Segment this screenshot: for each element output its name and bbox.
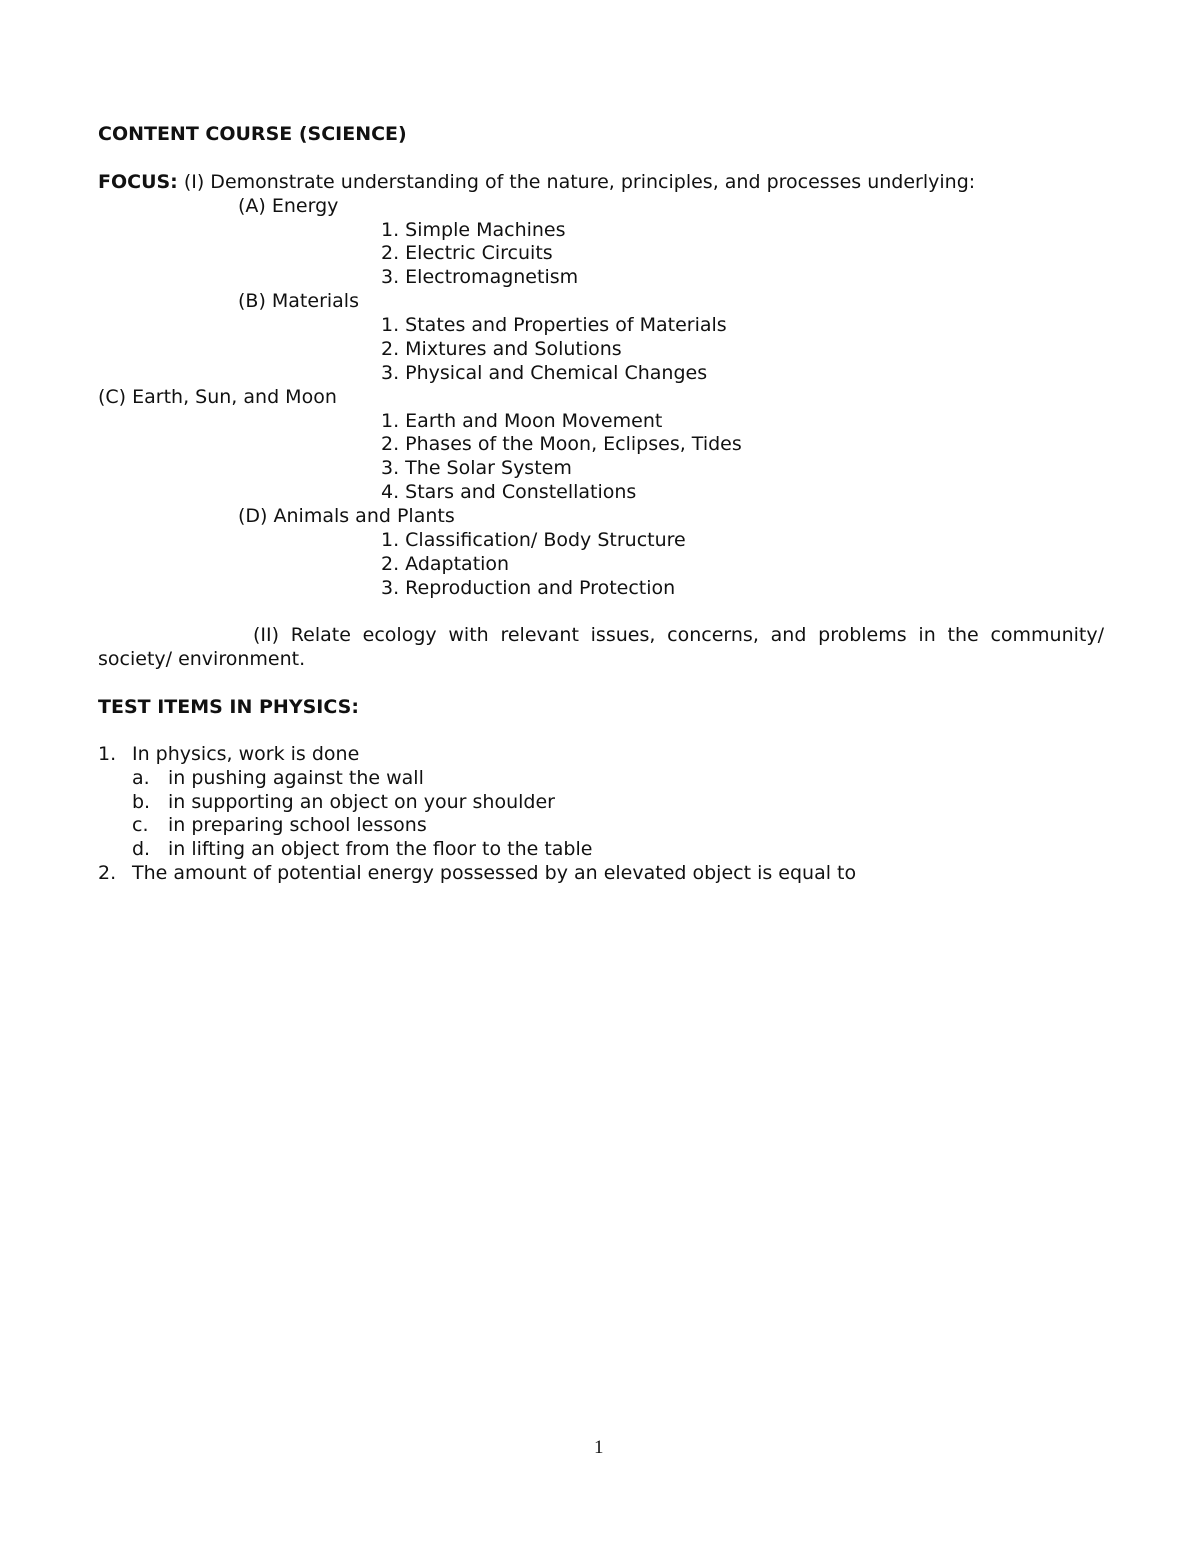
option-text: in supporting an object on your shoulder [168, 791, 555, 813]
focus-intro: (I) Demonstrate understanding of the nature, principles, and processes underlying: [183, 171, 976, 193]
list-item: 2. Phases of the Moon, Eclipses, Tides [381, 433, 742, 455]
section-heading-animals-plants: (D) Animals and Plants [238, 505, 455, 527]
focus-label: FOCUS: [98, 171, 178, 193]
question-text: In physics, work is done [132, 743, 360, 765]
option-letter: b. [132, 791, 151, 813]
option-text: in preparing school lessons [168, 814, 427, 836]
list-item: 2. Mixtures and Solutions [381, 338, 622, 360]
list-item: 4. Stars and Constellations [381, 481, 637, 503]
list-item: 1. Classification/ Body Structure [381, 529, 686, 551]
section-heading-materials: (B) Materials [238, 290, 359, 312]
option-letter: c. [132, 814, 149, 836]
option-letter: a. [132, 767, 150, 789]
option-text: in pushing against the wall [168, 767, 424, 789]
focus-part-two: (II) Relate ecology with relevant issues, concerns, and problems in the community/ society/ environment. [98, 624, 1104, 670]
question-number: 1. [98, 743, 117, 765]
section-heading-earth-sun-moon: (C) Earth, Sun, and Moon [98, 386, 337, 408]
list-item: 3. Electromagnetism [381, 266, 579, 288]
option-letter: d. [132, 838, 151, 860]
list-item: 1. Earth and Moon Movement [381, 410, 663, 432]
option-text: in lifting an object from the floor to the table [168, 838, 593, 860]
test-items-heading: TEST ITEMS IN PHYSICS: [98, 696, 359, 718]
focus-line [98, 170, 975, 194]
list-item: 1. States and Properties of Materials [381, 314, 727, 336]
list-item: 1. Simple Machines [381, 219, 566, 241]
list-item: 2. Electric Circuits [381, 242, 553, 264]
page-number: 1 [594, 1437, 604, 1458]
page-title: CONTENT COURSE (SCIENCE) [98, 123, 407, 145]
question-text: The amount of potential energy possessed by an elevated object is equal to [132, 862, 857, 884]
question-number: 2. [98, 862, 117, 884]
list-item: 3. Physical and Chemical Changes [381, 362, 708, 384]
list-item: 2. Adaptation [381, 553, 510, 575]
list-item: 3. Reproduction and Protection [381, 577, 676, 599]
list-item: 3. The Solar System [381, 457, 572, 479]
section-heading-energy: (A) Energy [238, 195, 339, 217]
